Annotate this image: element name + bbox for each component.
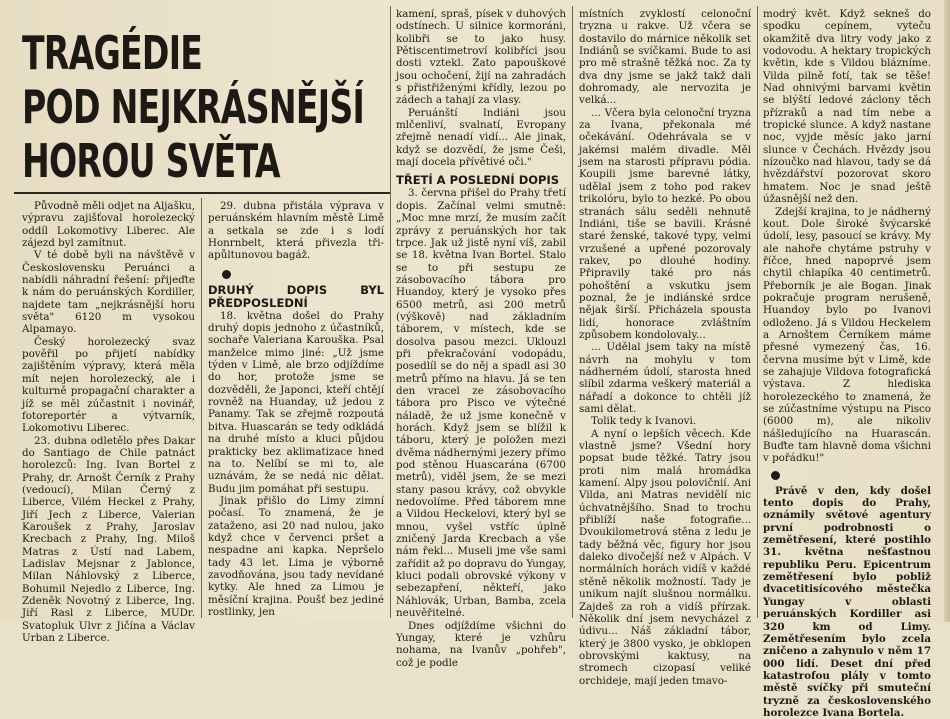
headline-line-3: HOROU SVĚTA [22, 134, 280, 188]
paragraph: Tolik tedy k Ivanovi. [591, 415, 697, 428]
article-column-3 [396, 8, 566, 669]
column-divider [757, 6, 758, 618]
paragraph: 18. května došel do Prahy druhý dopis jednoho z účastníků, sochaře Valeriana Karouška. Psal manželce mimo jiné: „Už jsme týden v Limě, ale brzo odjíždíme do hor, protože jsme se dozvěděli, že Japonci, kteří chtějí rovněž na Huanday, už jedou z Panamy. Tak se zřejmě rozpoutá bitva. Huascarán se tedy odkládá na druhé místo a kluci půjdou prakticky bez aklimatizace hned na to. Nelíbí se mi to, ale uznávám, že se nedá nic dělat. Budu jim pomáhat při sestupu. [208, 309, 384, 495]
paragraph: Jinak přišlo do Limy zimní počasí. To znamená, že je zataženo, asi 20 nad nulou, jako když chce v červenci pršet a nespadne ani kapka. Nepršelo tady 43 let. Lima je výborně zavodňována, jsou tady nevídané kytky. Ale hned za Limou je měsíční krajina. Poušť bez jediné rostlinky, jen [208, 494, 384, 618]
column-divider [390, 6, 391, 618]
headline-line-1: TRAGÉDIE [22, 26, 203, 80]
headline-underline [14, 192, 390, 194]
section-heading: TŘETÍ A POSLEDNÍ DOPIS [396, 173, 560, 188]
headline-line-2: POD NEJKRÁSNĚJŠÍ [22, 80, 365, 134]
article-headline [22, 26, 365, 188]
closing-paragraph: Právě v den, kdy došel tento dopis do Prahy, oznámily světové agentury první podrobnosti o zemětřesení, které postihlo 31. května nešťastnou republiku Peru. Epicentrum zemětřesení bylo pobliž dvacetitisícového městečka Yungay v oblasti peruánských Kordiller asi 320 km od Limy. Zemětřesením bylo zcela zničeno a zahynulo v něm 17 000 lidí. Deset dní před katastrofou plály v tomto městě svíčky při smuteční tryzně za československého horolezce Ivana Bortela. [763, 484, 931, 719]
column-divider [572, 6, 573, 618]
paragraph: V té době byli na návštěvě v Československu Peruánci a nabídli náhradní řešení: přijeďte k nám do peruánských Kordiller, najdete tam „nejkrásnější horu světa" 6120 m vysokou Alpamayo. [22, 249, 195, 336]
paragraph: 3. června přišel do Prahy třetí dopis. Začínal velmi smutně: „Moc mne mrzí, že musím začít zprávy z peruánských hor tak trpce. Jak už jistě nyní víš, zabil se 18. května Ivan Bortel. Stalo se to při sestupu ze zásobovacího tábora pro Huandoy, který je vysoko přes 6500 metrů, asi 200 metrů (výškově) nad základním táborem, v místech, kde se dosolva pasou mezci. Uklouzl při překračování vodopádu, posedlíl se do něj a spadl asi 30 metrů přímo na hlavu. Já se ten den vracel ze zásobovacího tábora pro Pisco ve výtečné náladě, že už jsme konečně v horách. Když jsem se blížil k táboru, který je položen mezi dvěma nádhernými jezery přímo pod stěnou Huascarána (6700 metrů), viděl jsem, že se mezi stany pasou krávy, což obvykle nedovolíme. Před táborem mne a Vildou Heckelovi, který byl se mnou, vyšel vstříc úplně zničený Jarda Krecbach a vše nám řekl... Museli jme vše sami zařídit až po dopravu do Yungay, kluci podali obrovské výkony v sebezapření, někteří, jako Náhlovák, Urban, Bamba, zcela neuvěřitelné. [396, 187, 566, 620]
paragraph: kamení, spraš, písek v duhových odstínech. U silnice kormoráni, kolibři se to jako husy. Pětiscentimetroví kolibříci jsou dosti vztekl. Zato papouškové jsou ochočení, žijí na zahradách s přistřiženými křídly, lezou po zádech a tahají za vlasy. [396, 8, 566, 107]
article-column-1 [22, 200, 195, 645]
section-bullet [222, 270, 231, 279]
article-column-2 [208, 200, 384, 618]
paragraph: ... Včera byla celonoční tryzna za Ivana, překonala mé očekávání. Odehrávala se v jakémsi malém divadle. Měl jsem na starosti přípravu pódia. Koupili jsme barevné látky, udělal jsem z toho pod rakev trikolóru, bylo to hezké. Po obou stranách sálu seděli nehnutě Indiáni, tiše se bavili. Krásné staré ženské, takové typy, velmi vrzušené a upřené pozorovaly rakev, po dlouhé hodiny. Připravily také pro nás pohoštění a vskutku jsem poznal, že je indiánské srdce nějak širší. Přicházela spousta lidí, honorace zvláštním způsobem kondolovaly... [579, 106, 751, 341]
column-divider [201, 198, 202, 618]
paragraph: 29. dubna přistála výprava v peruánském hlavním městě Limě a setkala se zde i s lodí Honrnbelt, která přivezla tři-apůltunovou bagáž. [208, 200, 384, 262]
paragraph: Původně měli odjet na Aljašku, výpravu zajišťoval horolezecký oddíl Lokomotivy Liberec. Ale zájezd byl zamítnut. [22, 200, 195, 250]
paragraph: ... Udělal jsem taky na místě návrh na mohylu v tom nádherném údolí, starosta hned slíbil zdarma veškerý materiál a nářadí a dokonce to chtěli jíž sami dělat. [579, 341, 751, 415]
paragraph: A nyní o lepších věcech. Kde vlastně jsme? Všední hory popsat bude těžké. Tatry jsou proti nim malá hromádka kamení. Alpy jsou polovičnií. Ani Vilda, ani Matras nevidělí nic úchvatnějšího. Snad to trochu přiblíží naše fotografie... Dvoukilometrová stěna z ledu je tady běžná věc, figury hor jsou daleko divočejší než v Alpách. V normálních horách vidíš v každé stěně několik možností. Tady je unikum najít slušnou normálku. Zajdeš za roh a vidíš přírzak. Několik dní jsem nevycházel z údivu... Náš základní tábor, který je 3800 vysko, je obklopen obrovskými kaktusy, na stromech cizopasí veliké orchideje, mají jeden tmavo- [579, 427, 751, 687]
paragraph: Zdejší krajina, to je nádherný kout. Dole široké švýcarské údolí, lesy, pasoucí se krávy. My ale nahoře chytáme pstruhy v říčce, hned napoprvé jsem chytil chlapíka 40 centimetrů. Přeborník je ale Bogan. Jinak pokračuje program nerušeně, Huandoy bylo po Ivanovi odloženo. Já s Vildou Heckelem a Arnoštem Černíkem máme přesné vymezený čas, 16. června musíme být v Limě, kde se zahajuje Vildova fotografická výstava. Z hlediska horolezeckého to znamená, že se zúčastníme výstupu na Pisco (6000 m), ale nikoliv nášledujícího na Huarascán. Buďte tam hlavně doma všichni v pořádku!" [763, 205, 931, 465]
article-column-4 [579, 8, 751, 687]
torn-edge [944, 0, 950, 622]
section-bullet [771, 471, 780, 480]
paragraph: Dnes odjíždíme všichni do Yungay, které je vzhůru nohama, na Ivanův „pohřeb", což je podle [396, 619, 566, 669]
article-column-5 [763, 8, 931, 719]
paragraph: Peruánští Indiáni jsou mlčenliví, svalnatí, Evropany zřejmě nenadí vidí... Ale jinak, když se dozvědí, že jsme Češi, mají docela přívětivé oči." [396, 106, 566, 169]
paragraph: 23. dubna odletělo přes Dakar do Santiago de Chile patnáct horolezců: Ing. Ivan Bortel z Prahy, dr. Arnošt Černík z Prahy (vedoucí), Milan Černý z Liberce, Vilém Heckel z Prahy, Jiří Jech z Liberce, Valerian Karoušek z Prahy, Jaroslav Krecbach z Prahy, Ing. Miloš Matras z Ústí nad Labem, Ladislav Mejsnar z Jablonce, Milan Náhlovský z Liberce, Bohumil Nejedlo z Liberce, Ing. Zdeněk Novotný z Liberce, Ing. Jiří Rasl z Liberce, MUDr. Svatopluk Ulvr z Jičína a Václav Urban z Liberce. [22, 434, 195, 645]
paragraph: modrý květ. Když sekneš do spodku cepínem, vyteču okamžitě dva litry vody jako z vodovodu. A hektary tropických květin, kde s Vildou blázníme. Vilda pilně fotí, tak se těše! Nad ohnivými barvami květin se blýští ledové záclony těch přízraků a nad tím nebe a tropické slunce. A když nastane noc, vyjde měsíc jako jarní slunce v Čechách. Hvězdy jsou nízoučko nad hlavou, tady se dá hvězdářství pozorovat skoro hmatem. Noc je snad ještě úžasnější než den. [763, 8, 931, 206]
section-heading: DRUHÝ DOPIS BYL PŘEDPOSLEDNÍ [208, 282, 384, 310]
paragraph: místních zvyklostí celonoční tryzna u rakve. Už včera se dostavilo do márnice několik set Indiánů se svíčkami. Bude to asi pro mě strašně těžká noc. Za ty dva dny jsme se jakž takž dali dohromady, ale nervozita je velká... [579, 8, 751, 107]
paragraph: Český horolezecký svaz pověřil po přijetí nabídky zajištěním výpravy, která měla mít nejen horolezecký, ale i kulturně propagační charakter a jíž se měl zúčastnit i novinář, fotoreportér a výtvarník, Lokomotivu Liberec. [22, 335, 195, 435]
